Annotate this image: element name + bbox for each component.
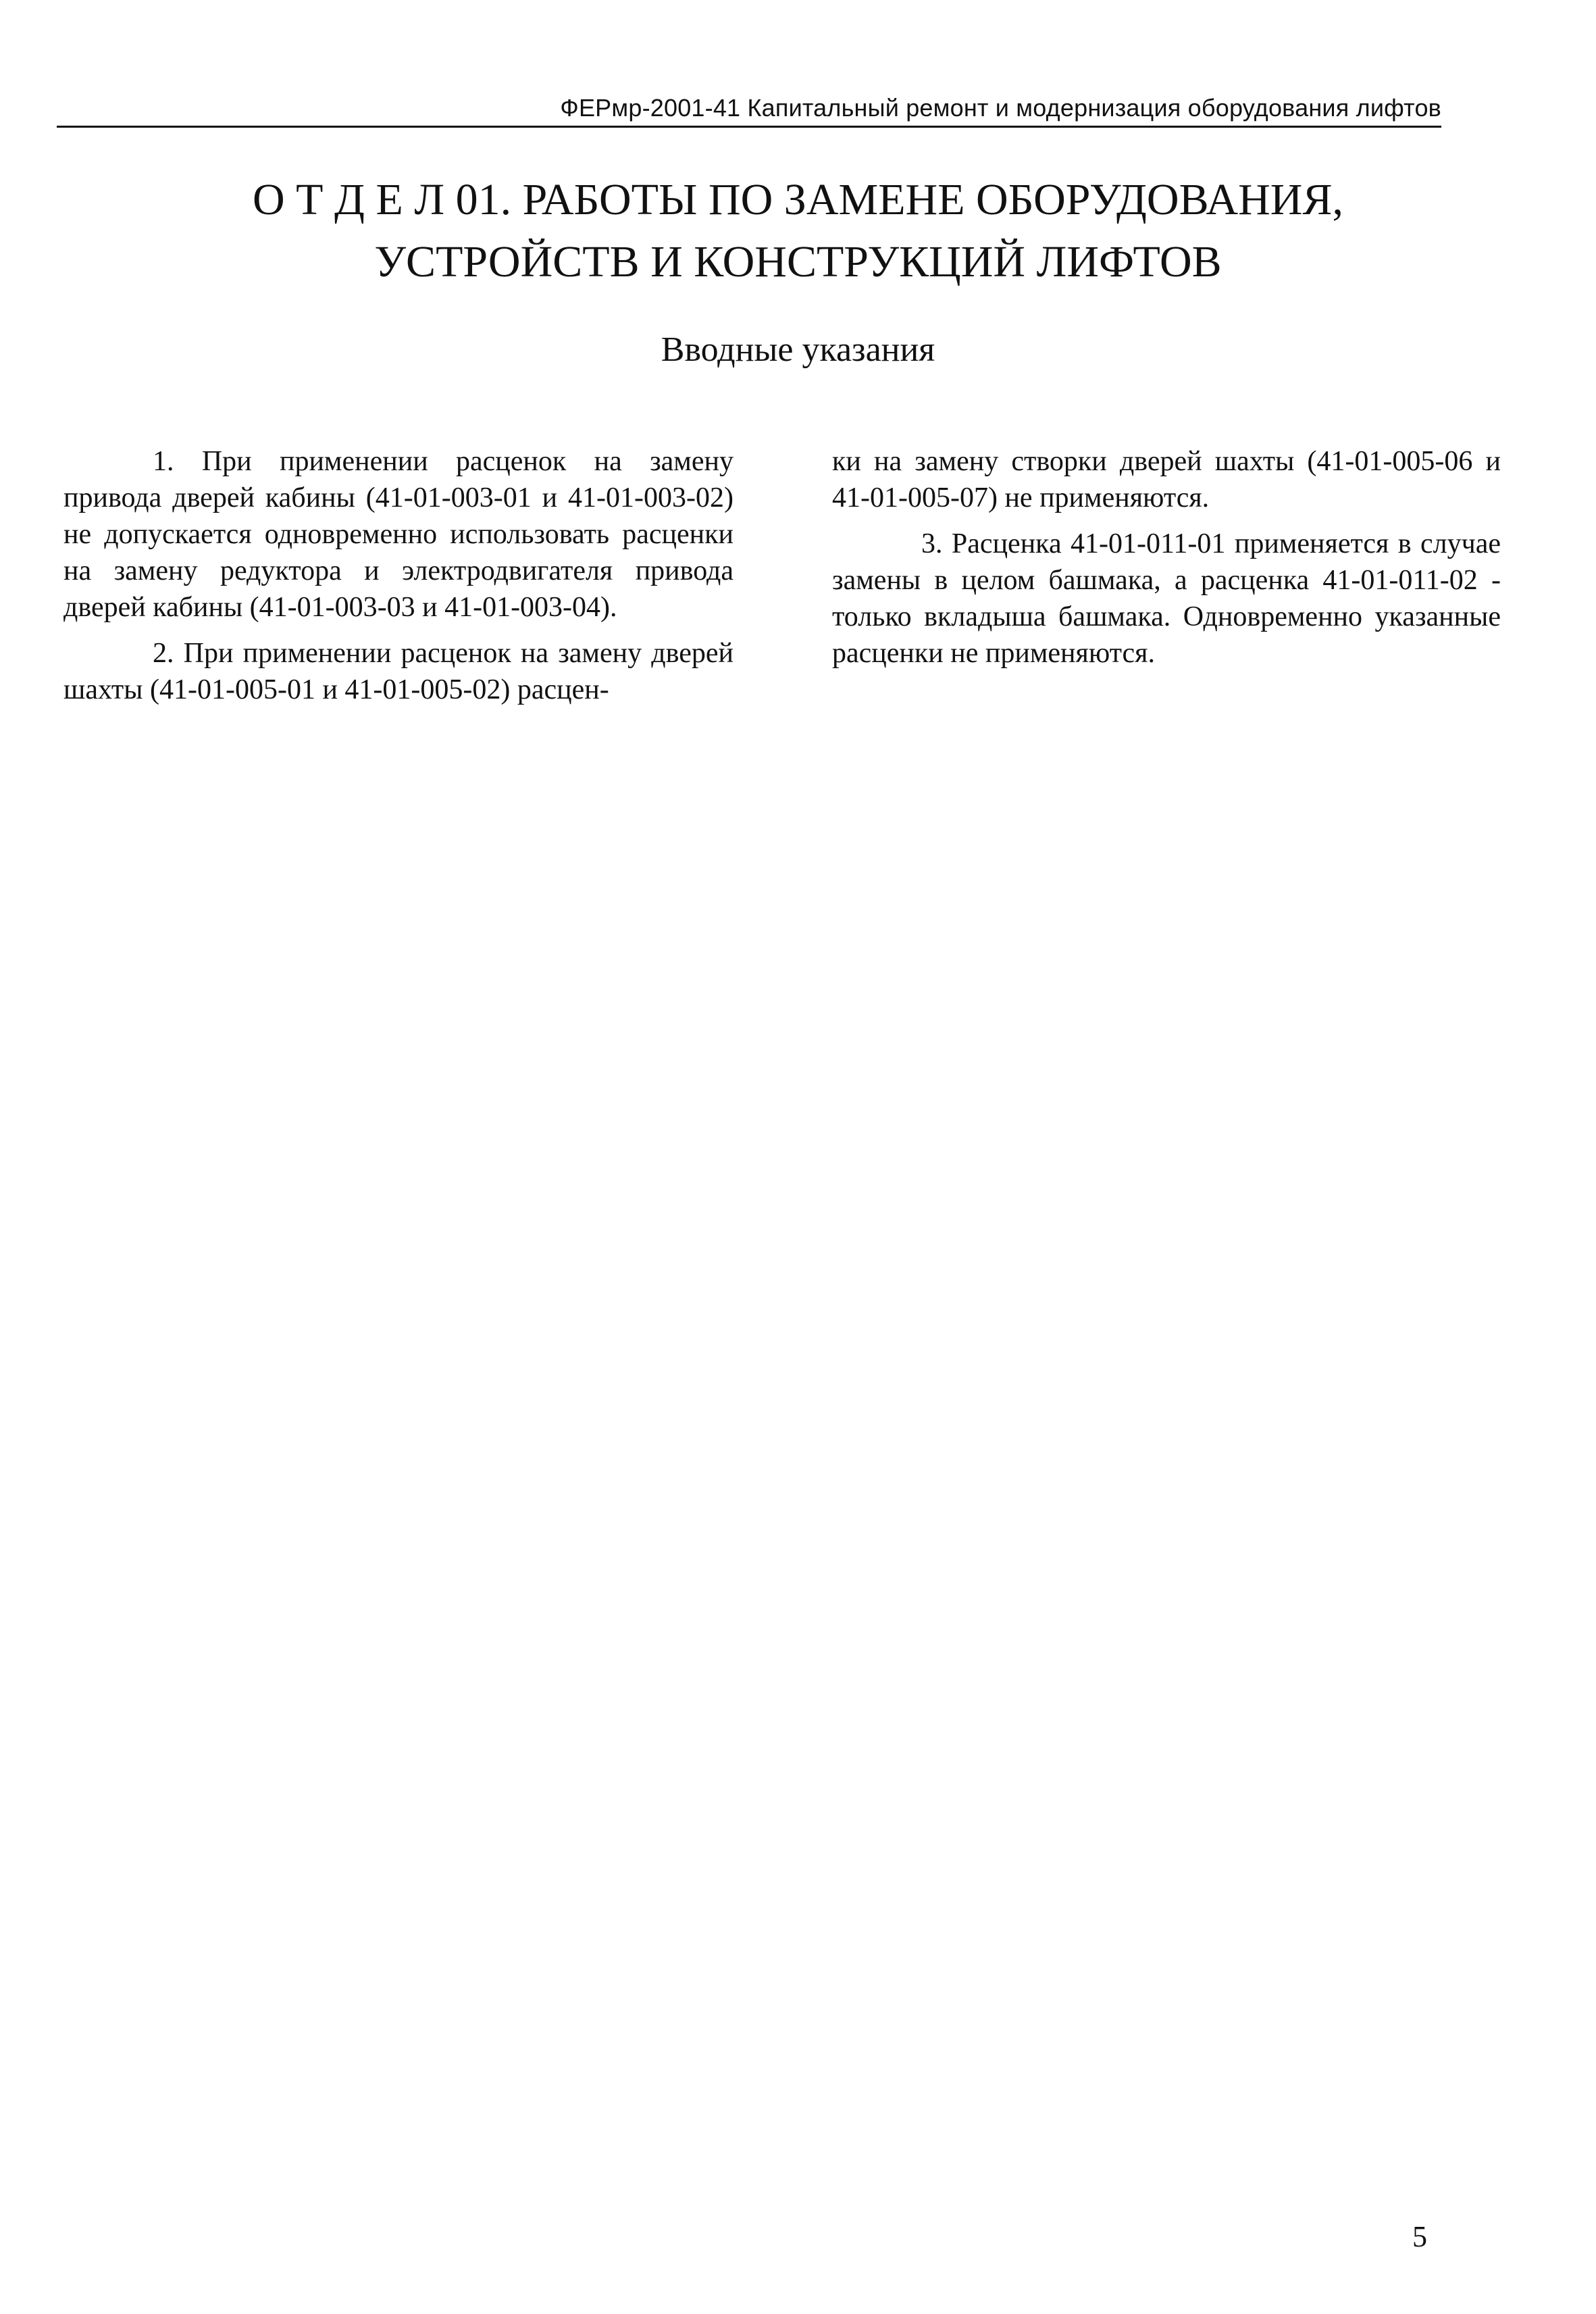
paragraph-3: 3. Расценка 41-01-011-01 применяется в случае замены в целом башмака, а расценка 41-01-011-02 - только вкладыша башмака. Одновременно указанные расценки не применяются. — [832, 528, 1501, 669]
section-title-line-2: УСТРОЙСТВ И КОНСТРУКЦИЙ ЛИФТОВ — [374, 237, 1222, 286]
text-column-left — [63, 443, 733, 718]
paragraph-2-end: ки на замену створки дверей шахты (41-01-005-06 и 41-01-005-07) не применяются. — [832, 446, 1501, 513]
running-header: ФЕРмр-2001-41 Капитальный ремонт и модернизация оборудования лифтов — [560, 94, 1441, 122]
paragraph-2-start: 2. При применении расценок на замену дверей шахты (41-01-005-01 и 41-01-005-02) расцен- — [63, 638, 733, 705]
page-number: 5 — [1412, 2220, 1427, 2253]
paragraph-1: 1. При применении расценок на замену привода дверей кабины (41-01-003-01 и 41-01-003-02) не допускается одновременно использовать расценки на замену редуктора и электродвигателя привода дверей кабины (41-01-003-03 и 41-01-003-04). — [63, 446, 733, 623]
section-subtitle: Вводные указания — [661, 330, 935, 369]
text-column-right — [832, 443, 1501, 681]
section-title — [68, 169, 1528, 293]
section-title-line-1: О Т Д Е Л 01. РАБОТЫ ПО ЗАМЕНЕ ОБОРУДОВАНИЯ, — [253, 175, 1343, 224]
header-rule — [57, 126, 1441, 128]
